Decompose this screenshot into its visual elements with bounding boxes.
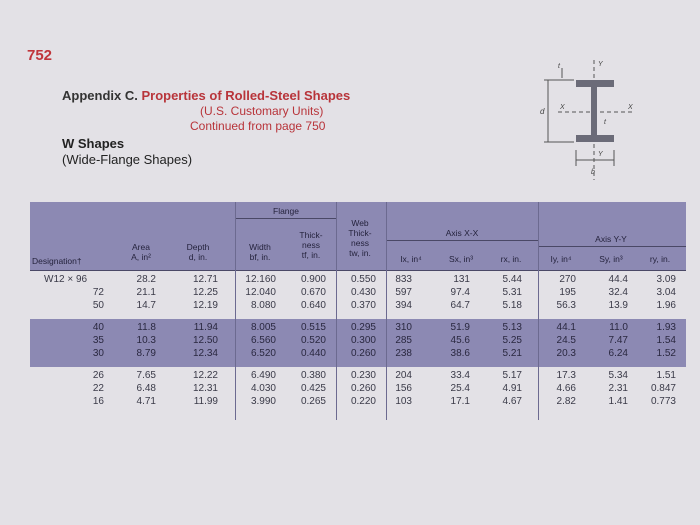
table-cell-width: 12.040 (245, 287, 276, 298)
table-cell-sy: 13.9 (608, 300, 628, 311)
table-cell-area: 14.7 (136, 300, 156, 311)
bf-label: b (591, 169, 595, 176)
table-cell-designation: 35 (92, 335, 104, 346)
table-cell-rx: 5.18 (502, 300, 522, 311)
header-bottom-rule (30, 270, 686, 271)
table-cell-width: 4.030 (250, 383, 276, 394)
table-cell-iy: 195 (559, 287, 576, 298)
t-label: t (558, 63, 560, 70)
table-cell-width: 6.490 (250, 370, 276, 381)
table-cell-ry: 3.04 (656, 287, 676, 298)
table-cell-rx: 4.91 (502, 383, 522, 394)
table-cell-ix: 833 (395, 274, 412, 285)
table-cell-iy: 20.3 (556, 348, 576, 359)
table-cell-sy: 1.41 (608, 396, 628, 407)
hdr-width-2: bf, in. (249, 252, 271, 262)
d-label: d (540, 107, 545, 116)
hdr-thick-1: Thick- (299, 230, 323, 240)
y-label-bottom: Y (598, 151, 603, 158)
hdr-web-2: Thick- (348, 228, 372, 238)
table-cell-iy: 56.3 (556, 300, 576, 311)
table-cell-designation: 50 (92, 300, 104, 311)
table-cell-rx: 4.67 (502, 396, 522, 407)
table-cell-depth: 12.25 (192, 287, 218, 298)
table-cell-width: 12.160 (245, 274, 276, 285)
table-cell-rx: 5.17 (502, 370, 522, 381)
appendix-heading: Properties of Rolled-Steel Shapes (141, 88, 351, 103)
table-cell-rx: 5.44 (502, 274, 522, 285)
hdr-thick-2: ness (302, 240, 320, 250)
table-cell-tw: 0.430 (350, 287, 376, 298)
tw-label: t (604, 119, 606, 126)
hdr-web-3: ness (351, 238, 369, 248)
table-cell-ix: 156 (395, 383, 412, 394)
table-cell-tw: 0.260 (350, 348, 376, 359)
table-cell-rx: 5.21 (502, 348, 522, 359)
hdr-depth-2: d, in. (188, 252, 208, 262)
appendix-title (62, 88, 350, 103)
hdr-ix: Ix, in⁴ (400, 254, 422, 264)
table-cell-tw: 0.370 (350, 300, 376, 311)
hdr-designation: Designation† (32, 256, 82, 266)
table-cell-ry: 0.847 (650, 383, 676, 394)
table-cell-tw: 0.300 (350, 335, 376, 346)
table-cell-sx: 45.6 (450, 335, 470, 346)
table-cell-sy: 6.24 (608, 348, 628, 359)
table-cell-sx: 131 (453, 274, 470, 285)
hdr-thick-3: tf, in. (301, 250, 321, 260)
table-cell-ix: 238 (395, 348, 412, 359)
table-cell-rx: 5.31 (502, 287, 522, 298)
table-cell-depth: 12.50 (192, 335, 218, 346)
w-shape-figure (518, 56, 668, 184)
table-cell-tw: 0.295 (350, 322, 376, 333)
table-cell-ix: 285 (395, 335, 412, 346)
page-number: 752 (27, 47, 53, 64)
table-cell-iy: 17.3 (556, 370, 576, 381)
table-cell-depth: 12.31 (192, 383, 218, 394)
table-cell-depth: 11.94 (193, 322, 218, 333)
hdr-width-1: Width (249, 242, 271, 252)
table-cell-sy: 44.4 (608, 274, 628, 285)
section-title: W Shapes (62, 136, 125, 151)
hdr-flange: Flange (273, 206, 299, 216)
table-cell-tw: 0.220 (350, 396, 376, 407)
table-cell-tw: 0.260 (350, 383, 376, 394)
table-cell-depth: 11.99 (193, 396, 218, 407)
table-cell-sy: 7.47 (608, 335, 628, 346)
x-label-left: X (560, 104, 565, 111)
table-cell-iy: 24.5 (556, 335, 576, 346)
w-shapes-table (30, 202, 686, 420)
table-cell-iy: 270 (559, 274, 576, 285)
table-cell-area: 8.79 (136, 348, 156, 359)
axis-xx-rule (386, 240, 538, 241)
table-cell-designation: 40 (92, 322, 104, 333)
table-cell-sx: 33.4 (450, 370, 470, 381)
table-cell-ix: 103 (395, 396, 412, 407)
table-cell-iy: 44.1 (556, 322, 576, 333)
table-cell-tw: 0.550 (350, 274, 376, 285)
section-subtitle: (Wide-Flange Shapes) (62, 152, 193, 167)
table-cell-tf: 0.520 (300, 335, 326, 346)
table-cell-ix: 204 (395, 370, 412, 381)
table-cell-area: 21.1 (136, 287, 156, 298)
table-cell-width: 8.080 (250, 300, 276, 311)
table-cell-sx: 64.7 (450, 300, 470, 311)
table-cell-depth: 12.19 (192, 300, 218, 311)
table-cell-ry: 1.96 (656, 300, 676, 311)
table-cell-iy: 2.82 (556, 396, 576, 407)
axis-yy-rule (538, 246, 686, 247)
units-note: (U.S. Customary Units) (200, 104, 324, 118)
continued-note: Continued from page 750 (190, 119, 326, 133)
table-cell-area: 28.2 (136, 274, 156, 285)
table-cell-depth: 12.22 (192, 370, 218, 381)
hdr-sy: Sy, in³ (599, 254, 623, 264)
hdr-depth-1: Depth (186, 242, 210, 252)
table-cell-sx: 51.9 (450, 322, 470, 333)
table-cell-area: 4.71 (136, 396, 156, 407)
table-cell-rx: 5.25 (502, 335, 522, 346)
hdr-ry: ry, in. (649, 254, 671, 264)
x-label-right: X (628, 104, 633, 111)
table-cell-designation: 30 (92, 348, 104, 359)
appendix-label: Appendix C. (62, 88, 138, 103)
table-cell-ry: 1.54 (656, 335, 676, 346)
col-divider (538, 202, 539, 420)
hdr-axis-xx: Axis X-X (445, 228, 479, 238)
col-divider (336, 202, 337, 420)
table-cell-tw: 0.230 (350, 370, 376, 381)
table-cell-designation: 72 (92, 287, 104, 298)
hdr-area-1: Area (132, 242, 150, 252)
table-cell-designation: 16 (92, 396, 104, 407)
hdr-axis-yy: Axis Y-Y (595, 234, 627, 244)
hdr-rx: rx, in. (500, 254, 522, 264)
y-label-top: Y (598, 61, 603, 68)
table-cell-area: 10.3 (136, 335, 156, 346)
table-cell-tf: 0.515 (300, 322, 326, 333)
table-cell-designation: 26 (92, 370, 104, 381)
table-cell-tf: 0.670 (300, 287, 326, 298)
table-cell-ry: 1.52 (656, 348, 676, 359)
table-cell-tf: 0.425 (300, 383, 326, 394)
table-cell-designation: 22 (92, 383, 104, 394)
table-cell-width: 6.560 (250, 335, 276, 346)
table-cell-sx: 17.1 (450, 396, 470, 407)
hdr-web-1: Web (351, 218, 369, 228)
table-cell-sy: 11.0 (609, 322, 628, 333)
hdr-sx: Sx, in³ (448, 254, 474, 264)
table-cell-area: 11.8 (137, 322, 156, 333)
table-cell-rx: 5.13 (502, 322, 522, 333)
table-cell-width: 3.990 (250, 396, 276, 407)
i-beam-shape (576, 80, 614, 142)
table-cell-area: 7.65 (136, 370, 156, 381)
col-divider (235, 202, 236, 420)
table-cell-tf: 0.440 (300, 348, 326, 359)
table-cell-tf: 0.900 (300, 274, 326, 285)
table-cell-depth: 12.71 (192, 274, 218, 285)
table-cell-ry: 0.773 (650, 396, 676, 407)
flange-rule (235, 218, 337, 219)
table-cell-designation: W12 × 96 (44, 274, 88, 285)
table-cell-tf: 0.380 (300, 370, 326, 381)
col-divider (386, 202, 387, 420)
table-cell-ix: 394 (395, 300, 412, 311)
table-cell-sy: 5.34 (608, 370, 628, 381)
hdr-area-2: A, in² (131, 252, 151, 262)
table-cell-sy: 32.4 (608, 287, 628, 298)
table-cell-depth: 12.34 (192, 348, 218, 359)
table-cell-ix: 597 (395, 287, 412, 298)
table-cell-ry: 1.51 (656, 370, 676, 381)
table-cell-sy: 2.31 (608, 383, 628, 394)
hdr-iy: Iy, in⁴ (550, 254, 572, 264)
table-cell-sx: 38.6 (450, 348, 470, 359)
table-cell-tf: 0.265 (300, 396, 326, 407)
table-cell-ry: 1.93 (656, 322, 676, 333)
table-cell-width: 6.520 (250, 348, 276, 359)
table-cell-tf: 0.640 (300, 300, 326, 311)
table-cell-ry: 3.09 (656, 274, 676, 285)
hdr-web-4: tw, in. (349, 248, 371, 258)
table-cell-sx: 97.4 (450, 287, 470, 298)
table-cell-area: 6.48 (136, 383, 156, 394)
table-cell-iy: 4.66 (556, 383, 576, 394)
table-cell-ix: 310 (395, 322, 412, 333)
table-cell-sx: 25.4 (450, 383, 470, 394)
table-cell-width: 8.005 (250, 322, 276, 333)
